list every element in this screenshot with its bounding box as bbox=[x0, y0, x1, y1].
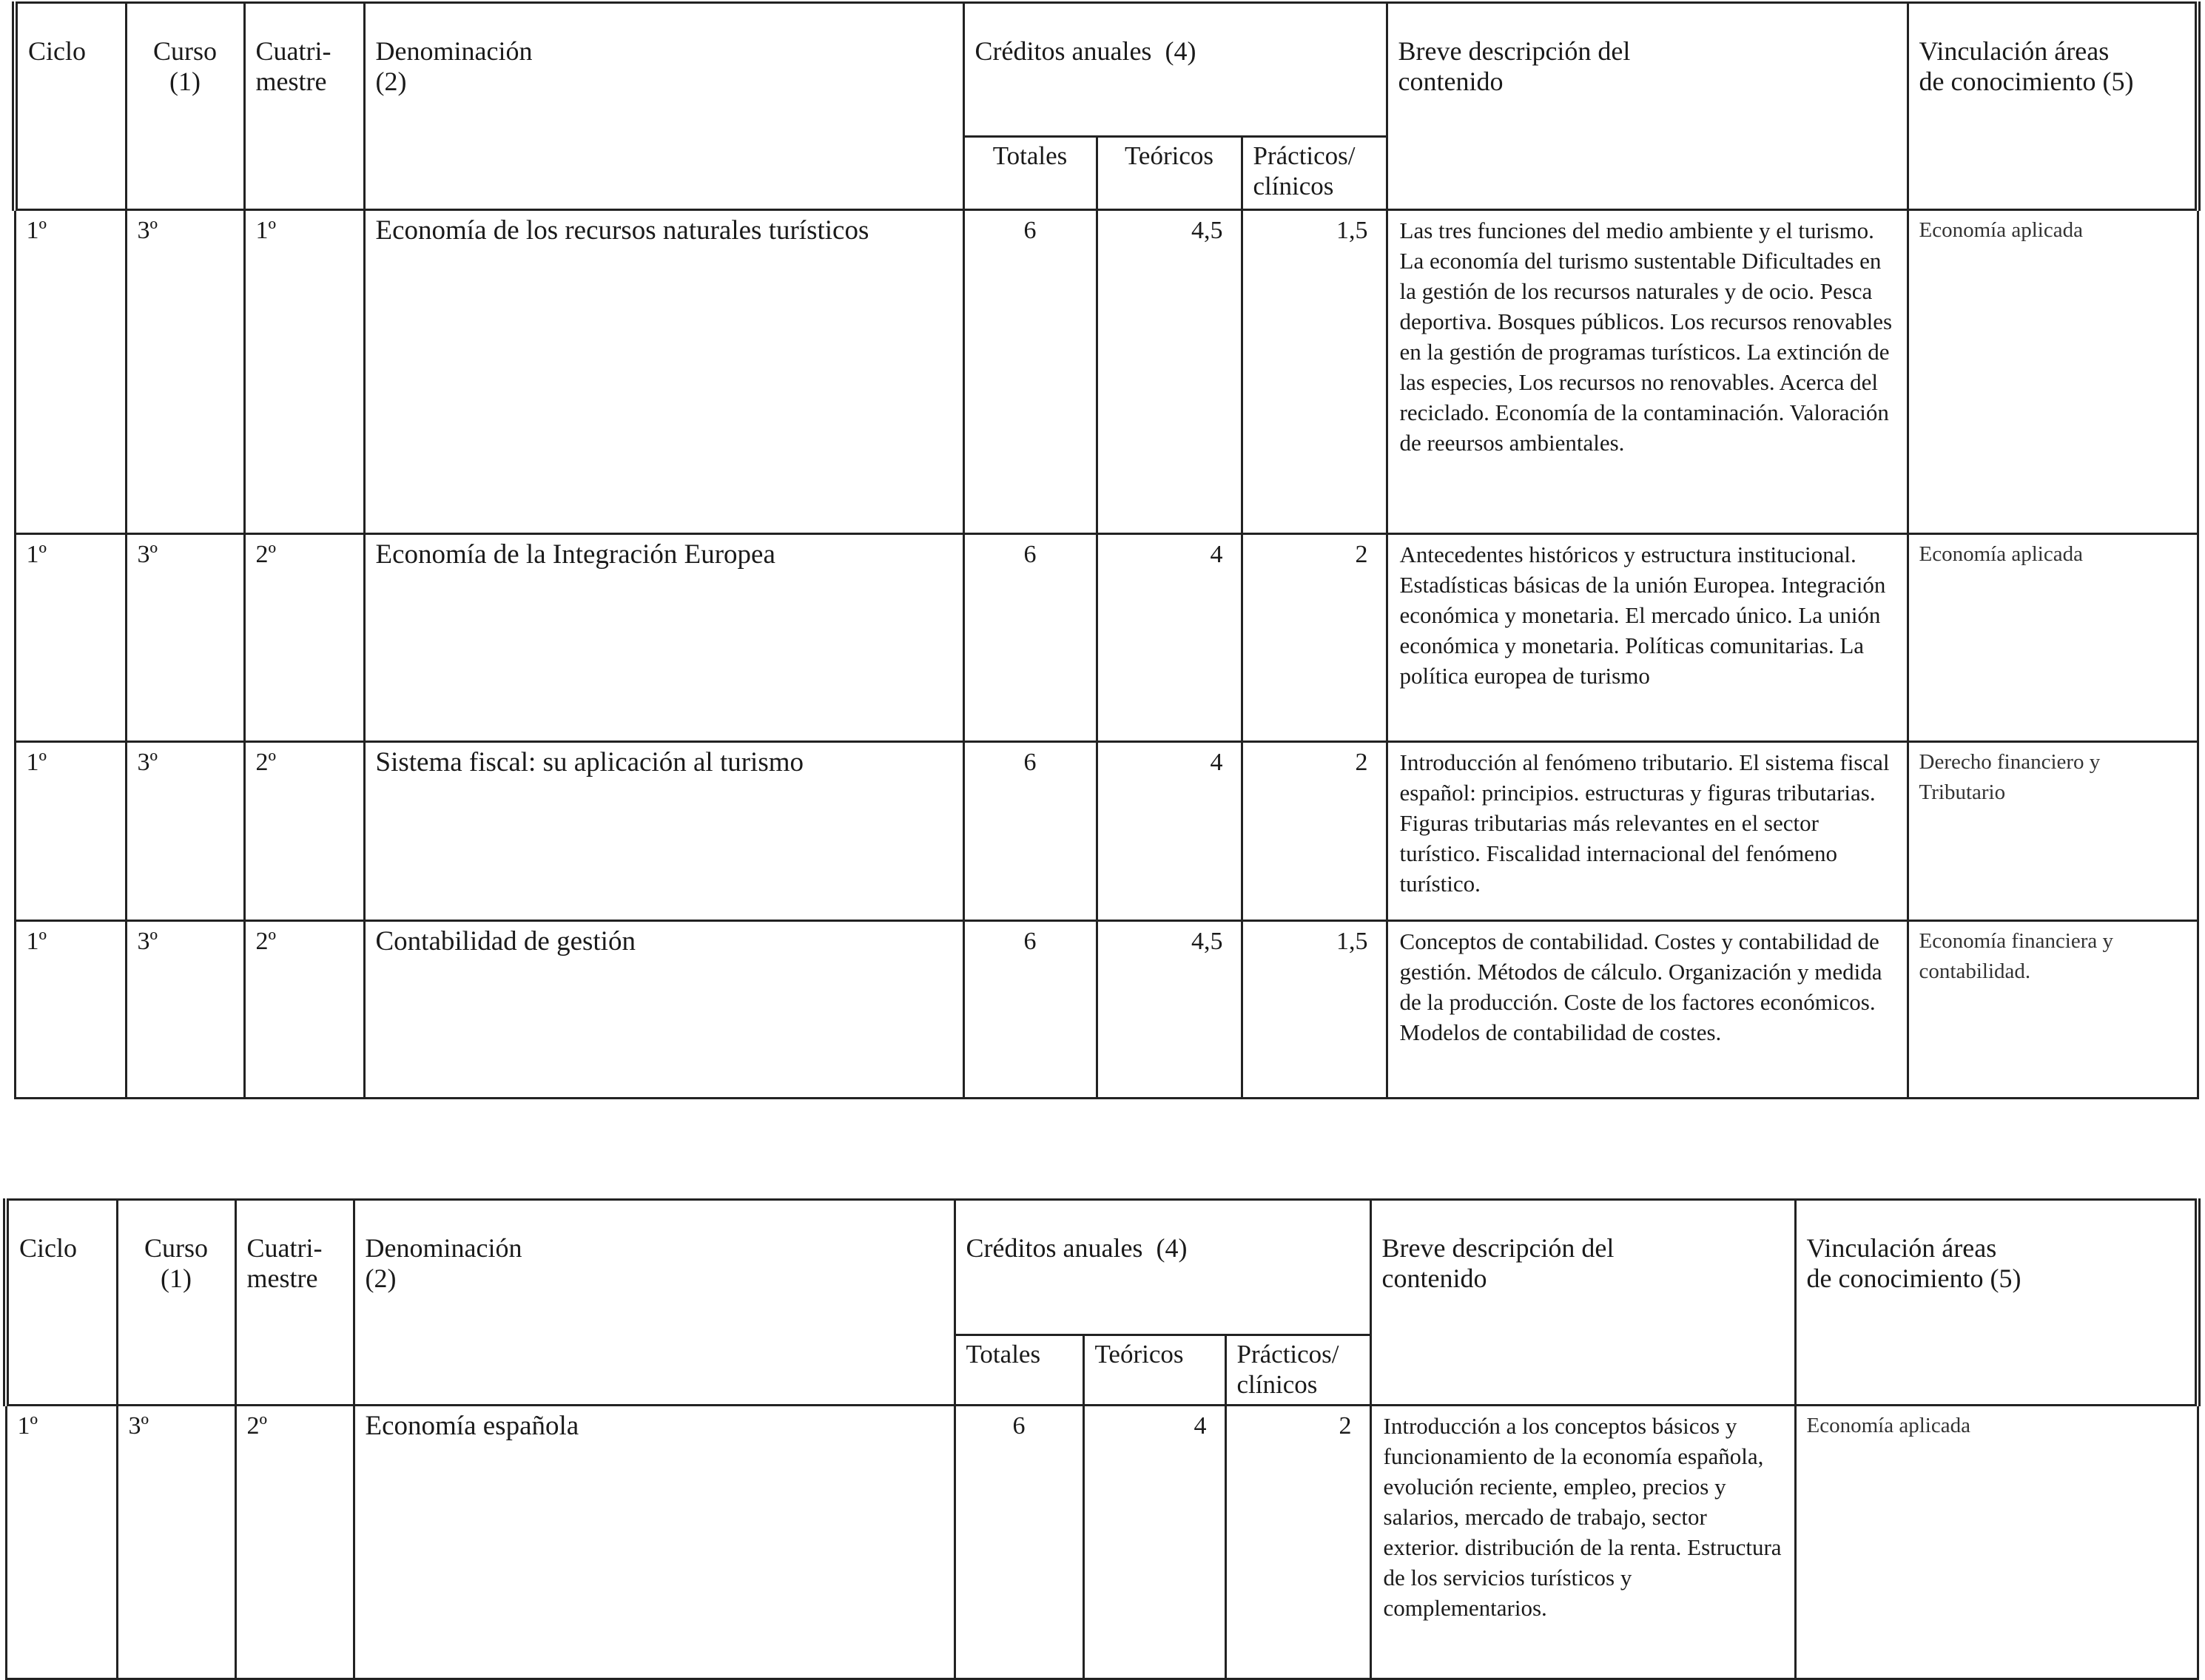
cell-curso: 3º bbox=[126, 210, 244, 534]
cell-teoricos: 4,5 bbox=[1097, 210, 1242, 534]
cell-denominacion: Economía de los recursos naturales turísticos bbox=[364, 210, 963, 534]
cell-curso: 3º bbox=[126, 534, 244, 742]
cell-descripcion: Antecedentes históricos y estructura institucional. Estadísticas básicas de la unión Europea. Integración económica y monetaria. El mercado único. La unión económica y monetaria. Políticas comunitarias. La política europea de turismo bbox=[1387, 534, 1908, 742]
header-teoricos: Teóricos bbox=[1083, 1335, 1225, 1406]
cell-area: Economía aplicada bbox=[1908, 534, 2198, 742]
study-plan-table-1 bbox=[12, 1, 2201, 1099]
header-practicos: Prácticos/ clínicos bbox=[1242, 137, 1387, 210]
study-plan-table-2 bbox=[3, 1198, 2201, 1680]
cell-practicos: 1,5 bbox=[1242, 210, 1387, 534]
header-creditos: Créditos anuales (4) bbox=[963, 3, 1387, 137]
cell-practicos: 2 bbox=[1242, 742, 1387, 921]
header-curso: Curso (1) bbox=[126, 3, 244, 210]
cell-area: Derecho financiero y Tributario bbox=[1908, 742, 2198, 921]
cell-practicos: 2 bbox=[1242, 534, 1387, 742]
cell-area: Economía aplicada bbox=[1908, 210, 2198, 534]
header-vinculacion: Vinculación áreas de conocimiento (5) bbox=[1908, 3, 2198, 210]
header-cuatrimestre: Cuatri- mestre bbox=[235, 1200, 354, 1406]
cell-denominacion: Contabilidad de gestión bbox=[364, 921, 963, 1099]
table-row bbox=[15, 921, 2198, 1099]
cell-teoricos: 4 bbox=[1097, 534, 1242, 742]
cell-totales: 6 bbox=[963, 210, 1097, 534]
cell-curso: 3º bbox=[126, 921, 244, 1099]
header-denominacion: Denominación (2) bbox=[364, 3, 963, 210]
cell-totales: 6 bbox=[955, 1406, 1083, 1679]
cell-totales: 6 bbox=[963, 534, 1097, 742]
cell-ciclo: 1º bbox=[15, 921, 126, 1099]
table-row bbox=[15, 742, 2198, 921]
cell-area: Economía aplicada bbox=[1795, 1406, 2198, 1679]
table-header-row bbox=[6, 1200, 2198, 1335]
cell-ciclo: 1º bbox=[15, 742, 126, 921]
cell-descripcion: Las tres funciones del medio ambiente y el turismo. La economía del turismo sustentable Dificultades en la gestión de los recursos naturales y de ocio. Pesca deportiva. Bosques públicos. Los recursos renovables en la gestión de programas turísticos. La extinción de las especies, Los recursos no renovables. Acerca del reciclado. Economía de la contaminación. Valoración de reeursos ambientales. bbox=[1387, 210, 1908, 534]
cell-practicos: 1,5 bbox=[1242, 921, 1387, 1099]
cell-area: Economía financiera y contabilidad. bbox=[1908, 921, 2198, 1099]
cell-practicos: 2 bbox=[1225, 1406, 1370, 1679]
cell-ciclo: 1º bbox=[6, 1406, 117, 1679]
header-ciclo: Ciclo bbox=[6, 1200, 117, 1406]
header-descripcion: Breve descripción del contenido bbox=[1370, 1200, 1795, 1406]
header-ciclo: Ciclo bbox=[15, 3, 126, 210]
header-totales: Totales bbox=[963, 137, 1097, 210]
cell-totales: 6 bbox=[963, 921, 1097, 1099]
cell-cuatrimestre: 2º bbox=[244, 534, 364, 742]
cell-denominacion: Economía de la Integración Europea bbox=[364, 534, 963, 742]
table-row bbox=[15, 534, 2198, 742]
cell-denominacion: Economía española bbox=[354, 1406, 955, 1679]
cell-cuatrimestre: 1º bbox=[244, 210, 364, 534]
cell-cuatrimestre: 2º bbox=[244, 921, 364, 1099]
cell-denominacion: Sistema fiscal: su aplicación al turismo bbox=[364, 742, 963, 921]
cell-teoricos: 4 bbox=[1097, 742, 1242, 921]
cell-cuatrimestre: 2º bbox=[244, 742, 364, 921]
header-totales: Totales bbox=[955, 1335, 1083, 1406]
header-denominacion: Denominación (2) bbox=[354, 1200, 955, 1406]
header-cuatrimestre: Cuatri- mestre bbox=[244, 3, 364, 210]
table-row bbox=[15, 210, 2198, 534]
cell-curso: 3º bbox=[117, 1406, 235, 1679]
header-curso: Curso (1) bbox=[117, 1200, 235, 1406]
table-header-row bbox=[15, 3, 2198, 137]
cell-ciclo: 1º bbox=[15, 210, 126, 534]
cell-curso: 3º bbox=[126, 742, 244, 921]
header-vinculacion: Vinculación áreas de conocimiento (5) bbox=[1795, 1200, 2198, 1406]
cell-descripcion: Introducción a los conceptos básicos y funcionamiento de la economía española, evolución reciente, empleo, precios y salarios, mercado de trabajo, sector exterior. distribución de la renta. Estructura de los servicios turísticos y complementarios. bbox=[1370, 1406, 1795, 1679]
cell-cuatrimestre: 2º bbox=[235, 1406, 354, 1679]
header-descripcion: Breve descripción del contenido bbox=[1387, 3, 1908, 210]
table-row bbox=[6, 1406, 2198, 1679]
cell-ciclo: 1º bbox=[15, 534, 126, 742]
cell-descripcion: Introducción al fenómeno tributario. El sistema fiscal español: principios. estructuras y figuras tributarias. Figuras tributarias más relevantes en el sector turístico. Fiscalidad internacional del fenómeno turístico. bbox=[1387, 742, 1908, 921]
cell-teoricos: 4,5 bbox=[1097, 921, 1242, 1099]
header-creditos: Créditos anuales (4) bbox=[955, 1200, 1370, 1335]
cell-totales: 6 bbox=[963, 742, 1097, 921]
header-teoricos: Teóricos bbox=[1097, 137, 1242, 210]
cell-teoricos: 4 bbox=[1083, 1406, 1225, 1679]
cell-descripcion: Conceptos de contabilidad. Costes y contabilidad de gestión. Métodos de cálculo. Organización y medida de la producción. Coste de los factores económicos. Modelos de contabilidad de costes. bbox=[1387, 921, 1908, 1099]
header-practicos: Prácticos/ clínicos bbox=[1225, 1335, 1370, 1406]
